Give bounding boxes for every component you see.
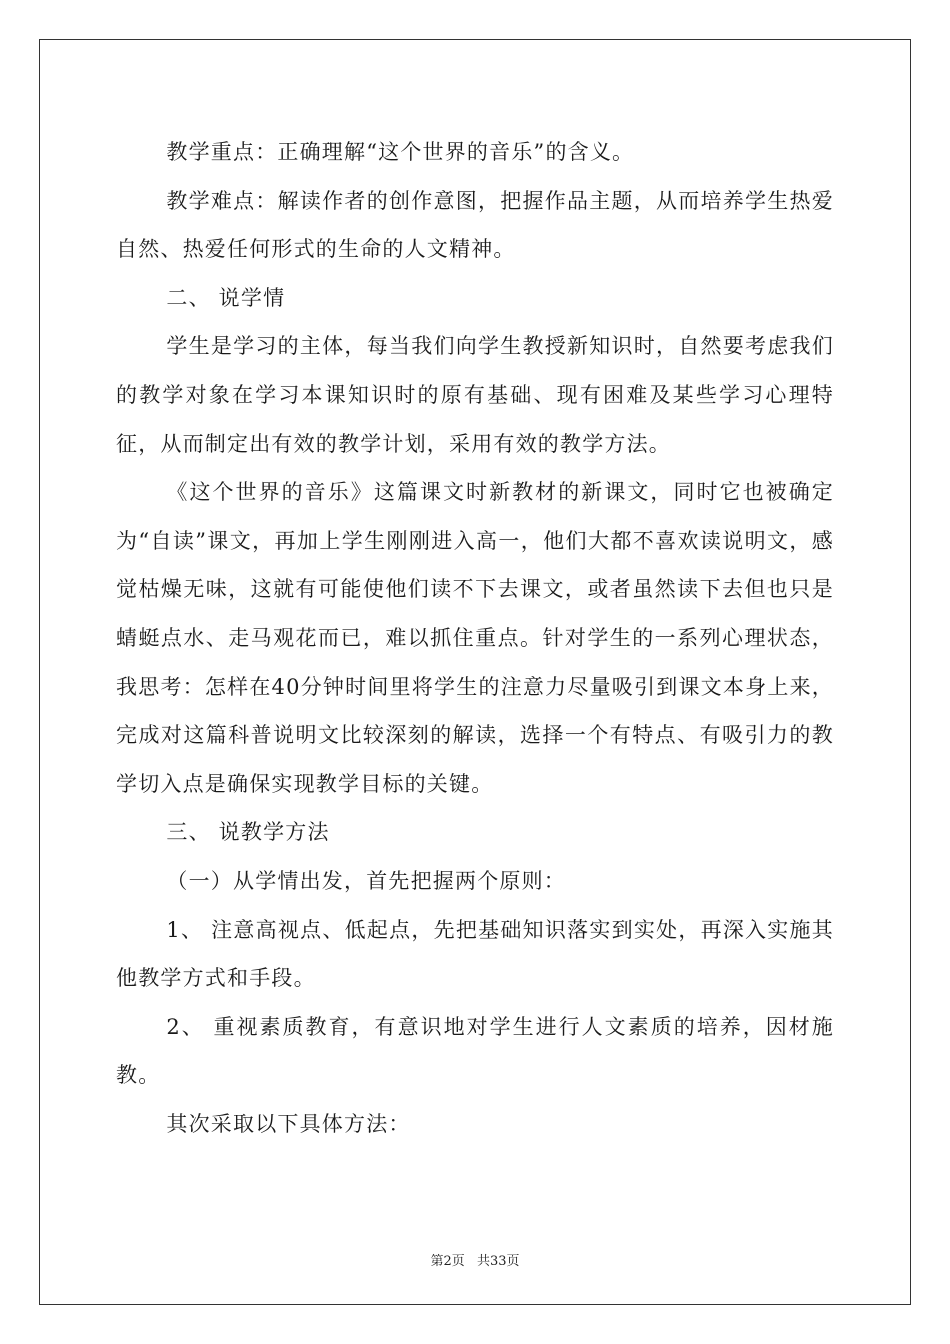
principle-1-paragraph: 1、 注意高视点、低起点，先把基础知识落实到实处，再深入实施其他教学方式和手段。 bbox=[116, 917, 834, 991]
teaching-difficulty-paragraph: 教学难点：解读作者的创作意图，把握作品主题，从而培养学生热爱自然、热爱任何形式的生命的人文精神。 bbox=[116, 188, 834, 262]
page-footer bbox=[0, 1250, 950, 1269]
page-total: 共33页 bbox=[476, 1254, 520, 1269]
principle-2-paragraph: 2、 重视素质教育，有意识地对学生进行人文素质的培养，因材施教。 bbox=[116, 1014, 834, 1088]
document-body bbox=[116, 128, 834, 1148]
teaching-focus-paragraph: 教学重点：正确理解“这个世界的音乐”的含义。 bbox=[166, 140, 635, 164]
methods-intro-paragraph: 其次采取以下具体方法： bbox=[166, 1111, 411, 1136]
text-analysis-paragraph: 《这个世界的音乐》这篇课文时新教材的新课文，同时它也被确定为“自读”课文，再加上学生刚刚进入高一，他们大都不喜欢读说明文，感觉枯燥无味，这就有可能使他们读不下去课文，或者虽然读下去但也只是蜻蜓点水、走马观花而已，难以抓住重点。针对学生的一系列心理状态，我思考：怎样在40分钟时间里将学生的注意力尽量吸引到课文本身上来，完成对这篇科普说明文比较深刻的解读，选择一个有特点、有吸引力的教学切入点是确保实现教学目标的关键。 bbox=[116, 480, 834, 796]
page-number: 第2页 bbox=[430, 1254, 465, 1269]
principles-intro-paragraph: （一）从学情出发，首先把握两个原则： bbox=[166, 868, 566, 893]
section-heading-teaching-method: 三、 说教学方法 bbox=[166, 820, 330, 845]
section-heading-student-analysis: 二、 说学情 bbox=[166, 285, 286, 310]
student-analysis-paragraph: 学生是学习的主体，每当我们向学生教授新知识时，自然要考虑我们的教学对象在学习本课知识时的原有基础、现有困难及某些学习心理特征，从而制定出有效的教学计划，采用有效的教学方法。 bbox=[116, 334, 834, 456]
